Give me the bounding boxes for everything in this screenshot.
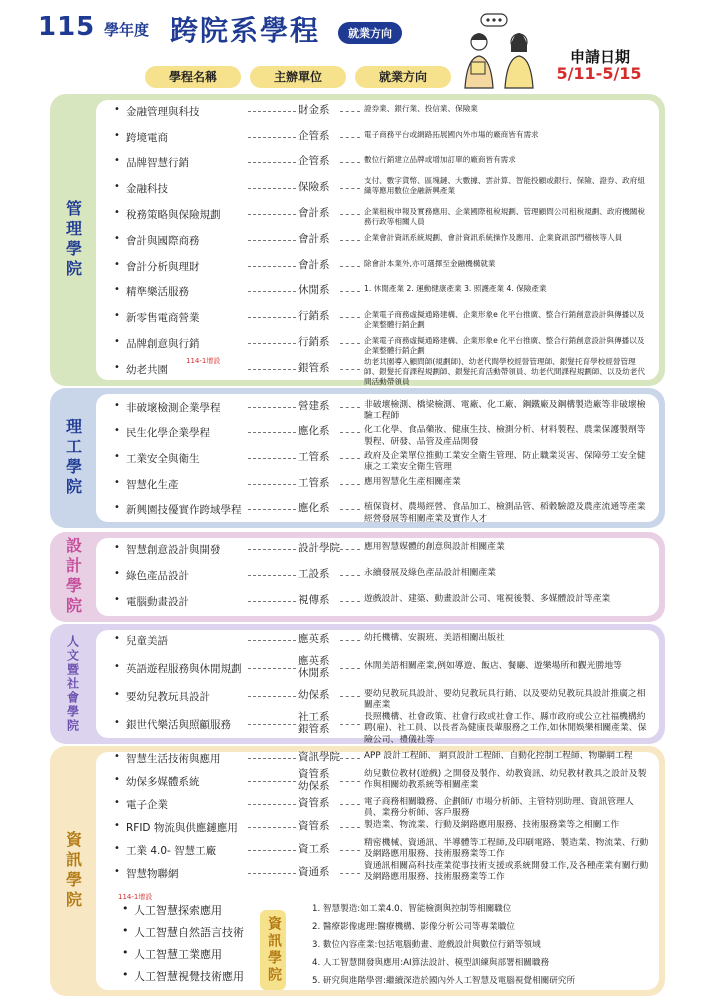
program-name: 電腦動畫設計 — [126, 596, 189, 608]
program-name: 非破壞檢測企業學程 — [126, 401, 221, 414]
bullet-icon: • — [114, 689, 120, 700]
program-row — [108, 815, 655, 838]
section-it — [50, 746, 665, 996]
name-dash-leader — [248, 640, 296, 641]
dept-dash-leader — [340, 781, 360, 782]
title-year: 學年度 — [104, 21, 150, 39]
program-name: 智慧生活技術與應用 — [126, 752, 221, 765]
program-name: 英語遊程服務與休閒規劃 — [126, 663, 242, 675]
career-direction: 電子商務相關職務、企劃師/ 市場分析師、主管特別助理、資訊管理人員、業務分析師、客戶服務 — [364, 796, 634, 818]
career-direction: 幼兒數位教材(遊戲) 之開發及製作、幼教資訊、幼兒教材教具之設計及製作與相關幼教系統等相關產業 — [364, 768, 647, 790]
section-title-management: 管理學院 — [63, 200, 83, 280]
name-dash-leader — [248, 343, 296, 344]
bullet-icon: • — [114, 207, 120, 219]
bullet-icon: • — [114, 310, 120, 322]
dept-dash-leader — [340, 317, 360, 318]
ai-career-item: 5. 研究與進階學習:繼續深造於國內外人工智慧及電腦視覺相關研究所 — [312, 976, 576, 986]
career-direction: 企業租稅申報及實務應用、企業國際租稅規劃、管理顧問公司租稅規劃、政府機關稅務行政等相關人員 — [364, 207, 645, 226]
dept-dash-leader — [340, 758, 360, 759]
page-title: 跨院系學程 — [170, 14, 321, 47]
program-name: 智慧創意設計與開發 — [126, 544, 221, 556]
students-illustration-icon — [455, 10, 545, 90]
program-row — [108, 536, 655, 562]
ai-career-item: 1. 智慧製造:如工業4.0、智能檢測與控制等相關職位 — [312, 904, 512, 914]
dept-name: 幼保系 — [298, 689, 330, 701]
bullet-icon: • — [122, 946, 129, 959]
career-direction: 電子商務平台或網路拓展國內外市場的廠商皆有需求 — [364, 129, 539, 139]
bullet-icon: • — [114, 361, 120, 373]
program-name: 新零售電商營業 — [126, 312, 200, 325]
new-program-note: 114-1增設 — [186, 356, 221, 365]
name-dash-leader — [248, 137, 296, 138]
program-name: 銀世代樂活與照顧服務 — [126, 719, 231, 731]
bullet-icon: • — [114, 103, 120, 115]
ai-program-name: 人工智慧探索應用 — [134, 904, 222, 917]
dept-name: 營建系 — [298, 399, 330, 412]
dept-name: 應化系 — [298, 502, 330, 515]
section-title-engineering: 理工學院 — [63, 418, 83, 498]
program-name: 品牌創意與行銷 — [126, 338, 200, 351]
program-name: 新興園技優實作跨域學程 — [126, 504, 242, 517]
program-row — [108, 304, 655, 330]
career-direction: 企業電子商務虛擬通路建構、企業形象e 化平台推廣、整合行銷創意設計與傳播以及企業整體行銷企劃 — [364, 336, 645, 355]
career-direction: 長照機構、社會政策、社會行政或社會工作、縣市政府或公立社福機構約聘(雇)、社工員、以長者為健康長輩服務之工作,如休閒娛樂相關產業、保險公司、禮儀社等 — [364, 712, 647, 745]
program-row — [108, 253, 655, 279]
program-row — [108, 769, 655, 792]
career-direction: 數位行銷建立品牌或增加訂單的廠商皆有需求 — [364, 155, 516, 165]
dept-dash-leader — [340, 575, 360, 576]
dept-name: 資管系 — [298, 796, 330, 809]
name-dash-leader — [248, 804, 296, 805]
name-dash-leader — [248, 668, 296, 669]
section-title-it: 資訊學院 — [63, 831, 83, 911]
program-name: 會計與國際商務 — [126, 234, 200, 247]
name-dash-leader — [248, 758, 296, 759]
dept-name: 行銷系 — [298, 310, 330, 323]
dept-name: 設計學院 — [298, 542, 340, 554]
program-name: 兒童美語 — [126, 635, 168, 647]
dept-name: 應英系 休閒系 — [298, 655, 330, 680]
name-dash-leader — [248, 162, 296, 163]
program-name: 幼保多媒體系統 — [126, 775, 200, 788]
bullet-icon: • — [114, 661, 120, 672]
program-name: 智慧物聯網 — [126, 867, 179, 880]
section-humanities — [50, 624, 665, 744]
career-direction: 永續發展及綠色產品設計相關產業 — [364, 568, 496, 578]
dept-dash-leader — [340, 509, 360, 510]
dept-dash-leader — [340, 240, 360, 241]
dept-dash-leader — [340, 369, 360, 370]
ai-program-name: 人工智慧工業應用 — [134, 948, 222, 961]
ai-program-name: 人工智慧自然語言技術 — [134, 926, 244, 939]
section-title-humanities: 人文暨社會學院 — [65, 635, 80, 733]
dept-name: 視傳系 — [298, 594, 330, 606]
program-row — [108, 124, 655, 150]
dept-dash-leader — [340, 137, 360, 138]
section-design — [50, 532, 665, 622]
ai-dept-badge: 資訊學院 — [260, 910, 286, 990]
program-row — [108, 330, 655, 356]
program-name: 會計分析與理財 — [126, 260, 200, 273]
dept-dash-leader — [340, 668, 360, 669]
dept-name: 工設系 — [298, 568, 330, 580]
career-direction: 遊戲設計、建築、動畫設計公司、電視後製、多媒體設計等產業 — [364, 594, 611, 604]
bullet-icon: • — [114, 181, 120, 193]
program-row — [108, 175, 655, 201]
dept-dash-leader — [340, 549, 360, 550]
bullet-icon: • — [114, 336, 120, 348]
bullet-icon: • — [114, 542, 120, 553]
program-name: 稅務策略與保險規劃 — [126, 209, 221, 222]
bullet-icon: • — [114, 129, 120, 141]
program-row — [108, 746, 655, 769]
program-name: 工業安全與衛生 — [126, 452, 200, 465]
career-direction: 支付、數字貨幣、區塊鏈、大數據、雲計算、智能投顧或銀行、保險、證券、政府組織等應用數位金融新興產業 — [364, 176, 645, 196]
bullet-icon: • — [114, 425, 120, 437]
dept-name: 財金系 — [298, 103, 330, 116]
dept-name: 資訊學院 — [298, 750, 340, 763]
dept-name: 保險系 — [298, 181, 330, 194]
program-name: 幼老共園 — [126, 363, 168, 376]
ai-career-item: 4. 人工智慧開發與應用:AI算法設計、模型訓練與部署相關職務 — [312, 958, 550, 968]
section-engineering — [50, 388, 665, 528]
program-row — [108, 838, 655, 861]
bullet-icon: • — [114, 232, 120, 244]
bullet-icon: • — [114, 773, 120, 785]
dept-name: 休閒系 — [298, 284, 330, 297]
name-dash-leader — [248, 111, 296, 112]
dept-name: 會計系 — [298, 232, 330, 245]
program-row — [108, 496, 655, 522]
dept-dash-leader — [340, 343, 360, 344]
name-dash-leader — [248, 188, 296, 189]
name-dash-leader — [248, 850, 296, 851]
career-direction: 企業電子商務虛擬通路建構、企業形象e 化平台推廣、整合行銷創意設計與傳播以及企業整體行銷企劃 — [364, 310, 645, 330]
dept-dash-leader — [340, 188, 360, 189]
program-name: 精準樂活服務 — [126, 286, 189, 299]
ai-career-item: 3. 數位內容產業:包括電腦動畫、遊戲設計與數位行銷等領域 — [312, 940, 541, 950]
program-row — [108, 710, 655, 745]
program-name: 跨境電商 — [126, 131, 168, 144]
program-row — [108, 562, 655, 588]
bullet-icon: • — [114, 450, 120, 462]
career-direction: APP 設計工程師、 網頁設計工程師、自動化控制工程師、物聯網工程 — [364, 750, 633, 761]
dept-name: 工管系 — [298, 450, 330, 463]
bullet-icon: • — [122, 924, 129, 937]
dept-name: 資通系 — [298, 865, 330, 878]
dept-name: 銀管系 — [298, 361, 330, 374]
name-dash-leader — [248, 240, 296, 241]
program-row — [108, 394, 655, 420]
dept-name: 社工系 銀管系 — [298, 711, 330, 736]
dept-dash-leader — [340, 873, 360, 874]
career-direction: 政府及企業單位推動工業安全衛生管理、防止職業災害、保障勞工安全健康之工業安全衛生管理 — [364, 450, 646, 473]
bullet-icon: • — [114, 502, 120, 514]
program-name: 綠色產品設計 — [126, 570, 189, 582]
program-row — [108, 420, 655, 446]
program-row — [108, 861, 655, 884]
career-direction: 精密機械、資通訊、半導體等工程師,及印刷電路、製造業、物流業、行動及網路應用服務、技術服務業等工作 — [364, 837, 649, 859]
name-dash-leader — [248, 214, 296, 215]
dept-dash-leader — [340, 827, 360, 828]
career-direction: 休閒美語相關產業,例如導遊、飯店、餐廳、遊樂場所和觀光勝地等 — [364, 661, 622, 671]
dept-name: 應化系 — [298, 425, 330, 438]
name-dash-leader — [248, 724, 296, 725]
name-dash-leader — [248, 781, 296, 782]
career-direction: 非破壞檢測、橋梁檢測、電廠、化工廠、鋼鐵廠及鋼構製造廠等非破壞檢驗工程師 — [364, 399, 646, 422]
apply-date-label: 申請日期 — [569, 48, 630, 66]
bullet-icon: • — [114, 594, 120, 605]
apply-date: 5/11-5/15 — [556, 64, 642, 83]
dept-dash-leader — [340, 640, 360, 641]
dept-dash-leader — [340, 724, 360, 725]
title-number: 115 — [38, 12, 96, 42]
name-dash-leader — [248, 407, 296, 408]
name-dash-leader — [248, 369, 296, 370]
bullet-icon: • — [122, 902, 129, 915]
dept-dash-leader — [340, 850, 360, 851]
program-row — [108, 654, 655, 682]
ai-career-item: 2. 醫療影像處理:醫療機構、影像分析公司等專業職位 — [312, 922, 515, 932]
career-direction: 化工化學、食品藥妝、健康生技、檢測分析、材料製程、農業保護製劑等製程、研發、品管及產品開發 — [364, 425, 646, 447]
name-dash-leader — [248, 291, 296, 292]
bullet-icon: • — [114, 399, 120, 411]
dept-name: 資工系 — [298, 842, 330, 855]
name-dash-leader — [248, 432, 296, 433]
career-direction: 1. 休閒產業 2. 運動健康產業 3. 照護產業 4. 保險產業 — [364, 284, 547, 294]
dept-name: 資管系 — [298, 819, 330, 832]
dept-name: 行銷系 — [298, 336, 330, 349]
program-row — [108, 356, 655, 386]
career-direction: 幼老共園導入顧問師(規劃師)、幼老代間學校經營管理師、銀髮托育學校經營管理師、銀髮托育課程規劃師、銀髮托育活動帶領員、幼老代間課程規劃師、以及幼老代間活動帶領員 — [364, 356, 645, 386]
bullet-icon: • — [114, 750, 120, 762]
bullet-icon: • — [114, 819, 120, 831]
bullet-icon: • — [114, 155, 120, 167]
dept-name: 會計系 — [298, 258, 330, 271]
section-management — [50, 94, 665, 386]
program-row — [108, 792, 655, 818]
program-name: 金融科技 — [126, 183, 168, 196]
section-title-design: 設計學院 — [63, 537, 83, 617]
dept-dash-leader — [340, 162, 360, 163]
dept-dash-leader — [340, 266, 360, 267]
program-row — [108, 98, 655, 124]
program-row — [108, 445, 655, 471]
career-direction: 要幼兒教玩具設計、要幼兒教玩具行銷、以及要幼兒教玩具設計推廣之相關產業 — [364, 689, 646, 711]
name-dash-leader — [248, 509, 296, 510]
dept-dash-leader — [340, 458, 360, 459]
career-direction: 應用智慧化生產相關產業 — [364, 476, 461, 487]
program-row — [108, 588, 655, 614]
dept-name: 企管系 — [298, 129, 330, 142]
program-row — [108, 279, 655, 305]
dept-name: 應英系 — [298, 633, 330, 645]
page-header — [0, 0, 707, 90]
program-row — [108, 201, 655, 227]
name-dash-leader — [248, 827, 296, 828]
career-direction: 證券業、銀行業、投信業、保險業 — [364, 103, 478, 113]
dept-dash-leader — [340, 291, 360, 292]
bullet-icon: • — [114, 633, 120, 644]
program-name: 要幼兒教玩具設計 — [126, 691, 210, 703]
career-direction: 企業會計資訊系統規劃、會計資訊系統操作及應用、企業資訊部門稽核等人員 — [364, 232, 623, 242]
career-direction: 應用智慧媒體的創意與設計相關產業 — [364, 542, 505, 552]
dept-name: 資管系 幼保系 — [298, 767, 330, 792]
program-name: 智慧化生產 — [126, 478, 179, 491]
dept-dash-leader — [340, 214, 360, 215]
bullet-icon: • — [114, 842, 120, 854]
dept-dash-leader — [340, 432, 360, 433]
career-direction: 幼托機構、安親班、美語相關出版社 — [364, 633, 505, 643]
dept-dash-leader — [340, 696, 360, 697]
name-dash-leader — [248, 601, 296, 602]
bullet-icon: • — [114, 796, 120, 808]
name-dash-leader — [248, 873, 296, 874]
ai-program-name: 人工智慧視覺技術應用 — [134, 970, 244, 983]
program-row — [108, 626, 655, 654]
column-header-career: 就業方向 — [355, 66, 451, 88]
bullet-icon: • — [114, 258, 120, 270]
program-name: RFID 物流與供應鏈應用 — [126, 821, 238, 834]
career-direction: 植保資材、農場經營、食品加工、檢測品管、稻穀驗證及農產流通等產業經營發展等相關產業及實作人才 — [364, 502, 646, 524]
dept-dash-leader — [340, 601, 360, 602]
program-name: 金融管理與科技 — [126, 105, 200, 118]
name-dash-leader — [248, 549, 296, 550]
program-row — [108, 150, 655, 176]
bullet-icon: • — [114, 568, 120, 579]
career-direction: 除會計本業外,亦可選擇至金融機構就業 — [364, 258, 496, 268]
bullet-icon: • — [114, 476, 120, 488]
name-dash-leader — [248, 458, 296, 459]
program-name: 民生化學企業學程 — [126, 427, 210, 440]
new-program-note: 114-1增設 — [118, 893, 153, 901]
dept-name: 會計系 — [298, 207, 330, 220]
dept-dash-leader — [340, 484, 360, 485]
program-name: 工業 4.0- 智慧工廠 — [126, 844, 217, 857]
career-badge: 就業方向 — [338, 22, 402, 44]
career-direction: 製造業、物流業、行動及網路應用服務、技術服務業等之相關工作 — [364, 819, 620, 830]
dept-dash-leader — [340, 804, 360, 805]
name-dash-leader — [248, 696, 296, 697]
bullet-icon: • — [114, 865, 120, 877]
career-direction: 資通訊相關高科技產業從事技術支援或系統開發工作,及各種產業有關行動及網路應用服務、技術服務業等工作 — [364, 860, 649, 882]
bullet-icon: • — [122, 968, 129, 981]
name-dash-leader — [248, 575, 296, 576]
program-row — [108, 682, 655, 710]
bullet-icon: • — [114, 717, 120, 728]
dept-dash-leader — [340, 111, 360, 112]
bullet-icon: • — [114, 284, 120, 296]
program-row — [108, 471, 655, 497]
dept-name: 工管系 — [298, 476, 330, 489]
dept-dash-leader — [340, 407, 360, 408]
column-header-program: 學程名稱 — [145, 66, 241, 88]
program-row — [108, 227, 655, 253]
column-header-dept: 主辦單位 — [250, 66, 346, 88]
name-dash-leader — [248, 317, 296, 318]
name-dash-leader — [248, 266, 296, 267]
dept-name: 企管系 — [298, 155, 330, 168]
program-name: 品牌智慧行銷 — [126, 157, 189, 170]
name-dash-leader — [248, 484, 296, 485]
program-name: 電子企業 — [126, 798, 168, 811]
